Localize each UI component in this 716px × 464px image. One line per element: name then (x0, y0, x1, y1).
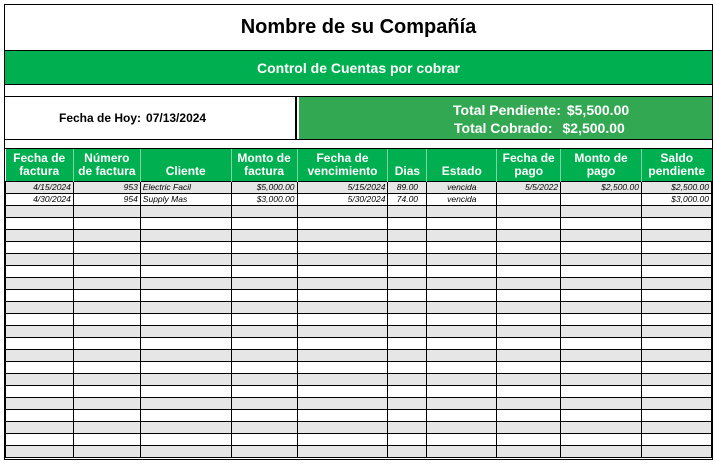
empty-cell[interactable] (497, 410, 561, 422)
cell-client[interactable]: Electric Facil (140, 182, 231, 194)
cell-payment-amount[interactable]: $2,500.00 (561, 182, 642, 194)
table-row (6, 266, 712, 278)
empty-cell[interactable] (561, 314, 642, 326)
table-row (6, 194, 712, 206)
empty-cell[interactable] (641, 398, 711, 410)
empty-cell[interactable] (641, 362, 711, 374)
empty-cell[interactable] (140, 326, 231, 338)
empty-cell[interactable] (6, 338, 74, 350)
empty-cell[interactable] (641, 386, 711, 398)
cell-payment-date[interactable]: 5/5/2022 (497, 182, 561, 194)
empty-cell[interactable] (388, 338, 427, 350)
empty-cell[interactable] (140, 362, 231, 374)
empty-cell[interactable] (231, 446, 297, 458)
empty-cell[interactable] (427, 206, 497, 218)
empty-cell[interactable] (231, 302, 297, 314)
empty-cell[interactable] (561, 386, 642, 398)
table-row (6, 242, 712, 254)
empty-cell[interactable] (561, 398, 642, 410)
empty-cell[interactable] (6, 422, 74, 434)
today-date-value[interactable]: 07/13/2024 (146, 111, 207, 125)
col-header-status[interactable]: Estado (427, 149, 497, 182)
empty-cell[interactable] (140, 290, 231, 302)
empty-cell[interactable] (231, 422, 297, 434)
empty-cell[interactable] (641, 278, 711, 290)
empty-cell[interactable] (561, 290, 642, 302)
empty-cell[interactable] (297, 422, 388, 434)
empty-cell[interactable] (231, 242, 297, 254)
empty-cell[interactable] (297, 338, 388, 350)
empty-cell[interactable] (497, 350, 561, 362)
col-header-payment-amount[interactable]: Monto de pago (561, 149, 642, 182)
separator-row (5, 139, 712, 149)
empty-cell[interactable] (561, 374, 642, 386)
empty-cell[interactable] (388, 266, 427, 278)
empty-cell[interactable] (231, 326, 297, 338)
empty-cell[interactable] (231, 278, 297, 290)
col-header-invoice-number[interactable]: Número de factura (73, 149, 140, 182)
empty-cell[interactable] (497, 302, 561, 314)
cell-invoice-date[interactable]: 4/30/2024 (6, 194, 74, 206)
empty-cell[interactable] (641, 242, 711, 254)
spacer-row (5, 85, 712, 97)
empty-cell[interactable] (73, 410, 140, 422)
empty-cell[interactable] (73, 326, 140, 338)
col-header-client[interactable]: Cliente (140, 149, 231, 182)
empty-cell[interactable] (140, 314, 231, 326)
empty-cell[interactable] (73, 434, 140, 446)
empty-cell[interactable] (6, 206, 74, 218)
empty-cell[interactable] (561, 326, 642, 338)
cell-balance[interactable]: $3,000.00 (641, 194, 711, 206)
cell-invoice-number[interactable]: 953 (73, 182, 140, 194)
empty-cell[interactable] (497, 386, 561, 398)
empty-cell[interactable] (641, 218, 711, 230)
empty-cell[interactable] (641, 338, 711, 350)
empty-cell[interactable] (388, 386, 427, 398)
empty-cell[interactable] (231, 434, 297, 446)
empty-cell[interactable] (6, 218, 74, 230)
total-pending-row (453, 102, 629, 118)
empty-cell[interactable] (6, 362, 74, 374)
empty-cell[interactable] (497, 422, 561, 434)
empty-cell[interactable] (73, 290, 140, 302)
table-row (6, 290, 712, 302)
cell-payment-amount[interactable] (561, 194, 642, 206)
empty-cell[interactable] (561, 434, 642, 446)
empty-cell[interactable] (231, 374, 297, 386)
empty-cell[interactable] (561, 230, 642, 242)
empty-cell[interactable] (561, 206, 642, 218)
empty-cell[interactable] (561, 446, 642, 458)
empty-cell[interactable] (497, 278, 561, 290)
total-collected-row (454, 120, 625, 136)
empty-cell[interactable] (497, 362, 561, 374)
empty-cell[interactable] (427, 398, 497, 410)
empty-cell[interactable] (73, 266, 140, 278)
empty-cell[interactable] (297, 290, 388, 302)
empty-cell[interactable] (297, 314, 388, 326)
cell-due-date[interactable]: 5/30/2024 (297, 194, 388, 206)
empty-cell[interactable] (140, 386, 231, 398)
empty-cell[interactable] (388, 422, 427, 434)
table-row (6, 254, 712, 266)
empty-cell[interactable] (140, 278, 231, 290)
empty-cell[interactable] (140, 446, 231, 458)
empty-cell[interactable] (140, 398, 231, 410)
empty-cell[interactable] (388, 230, 427, 242)
empty-cell[interactable] (561, 218, 642, 230)
cell-due-date[interactable]: 5/15/2024 (297, 182, 388, 194)
empty-cell[interactable] (497, 326, 561, 338)
table-row (6, 230, 712, 242)
empty-cell[interactable] (641, 266, 711, 278)
empty-cell[interactable] (497, 218, 561, 230)
table-row (6, 374, 712, 386)
empty-cell[interactable] (641, 410, 711, 422)
empty-cell[interactable] (6, 254, 74, 266)
empty-cell[interactable] (427, 422, 497, 434)
table-row (6, 278, 712, 290)
empty-cell[interactable] (297, 302, 388, 314)
empty-cell[interactable] (561, 422, 642, 434)
empty-cell[interactable] (231, 362, 297, 374)
empty-cell[interactable] (73, 446, 140, 458)
empty-cell[interactable] (561, 338, 642, 350)
empty-cell[interactable] (497, 434, 561, 446)
empty-cell[interactable] (73, 398, 140, 410)
empty-cell[interactable] (641, 254, 711, 266)
table-row (6, 446, 712, 458)
empty-cell[interactable] (6, 410, 74, 422)
empty-cell[interactable] (497, 242, 561, 254)
empty-cell[interactable] (388, 326, 427, 338)
empty-cell[interactable] (231, 290, 297, 302)
empty-cell[interactable] (427, 434, 497, 446)
table-row (6, 410, 712, 422)
empty-cell[interactable] (427, 446, 497, 458)
empty-cell[interactable] (497, 206, 561, 218)
empty-cell[interactable] (140, 374, 231, 386)
table-row (6, 386, 712, 398)
empty-cell[interactable] (231, 218, 297, 230)
empty-cell[interactable] (6, 266, 74, 278)
table-row (6, 302, 712, 314)
receivables-table (5, 149, 712, 458)
empty-cell[interactable] (6, 434, 74, 446)
empty-cell[interactable] (231, 266, 297, 278)
empty-cell[interactable] (497, 398, 561, 410)
empty-cell[interactable] (427, 338, 497, 350)
table-row (6, 434, 712, 446)
empty-cell[interactable] (427, 278, 497, 290)
empty-cell[interactable] (641, 314, 711, 326)
empty-cell[interactable] (388, 446, 427, 458)
empty-cell[interactable] (6, 374, 74, 386)
empty-cell[interactable] (561, 278, 642, 290)
empty-cell[interactable] (388, 278, 427, 290)
empty-cell[interactable] (641, 422, 711, 434)
empty-cell[interactable] (641, 206, 711, 218)
empty-cell[interactable] (297, 266, 388, 278)
empty-cell[interactable] (427, 326, 497, 338)
empty-cell[interactable] (388, 410, 427, 422)
empty-cell[interactable] (427, 266, 497, 278)
empty-cell[interactable] (388, 206, 427, 218)
cell-days[interactable]: 89.00 (388, 182, 427, 194)
empty-cell[interactable] (641, 446, 711, 458)
empty-cell[interactable] (497, 230, 561, 242)
empty-cell[interactable] (297, 446, 388, 458)
empty-cell[interactable] (388, 290, 427, 302)
empty-cell[interactable] (140, 206, 231, 218)
empty-cell[interactable] (297, 254, 388, 266)
empty-cell[interactable] (561, 242, 642, 254)
cell-invoice-amount[interactable]: $5,000.00 (231, 182, 297, 194)
empty-cell[interactable] (497, 314, 561, 326)
empty-cell[interactable] (297, 206, 388, 218)
col-header-payment-date[interactable]: Fecha de pago (497, 149, 561, 182)
total-pending-value: $5,500.00 (566, 102, 630, 118)
empty-cell[interactable] (561, 362, 642, 374)
empty-cell[interactable] (73, 218, 140, 230)
empty-cell[interactable] (641, 434, 711, 446)
empty-cell[interactable] (140, 410, 231, 422)
empty-cell[interactable] (427, 302, 497, 314)
empty-cell[interactable] (73, 338, 140, 350)
empty-cell[interactable] (561, 350, 642, 362)
empty-cell[interactable] (497, 254, 561, 266)
spreadsheet (4, 4, 713, 460)
empty-cell[interactable] (297, 326, 388, 338)
empty-cell[interactable] (73, 302, 140, 314)
empty-cell[interactable] (140, 230, 231, 242)
cell-status[interactable]: vencida (427, 194, 497, 206)
empty-cell[interactable] (388, 350, 427, 362)
empty-cell[interactable] (641, 326, 711, 338)
empty-cell[interactable] (427, 290, 497, 302)
cell-payment-date[interactable] (497, 194, 561, 206)
cell-status[interactable]: vencida (427, 182, 497, 194)
empty-cell[interactable] (73, 254, 140, 266)
empty-cell[interactable] (641, 302, 711, 314)
empty-cell[interactable] (73, 374, 140, 386)
table-row (6, 350, 712, 362)
total-pending-label: Total Pendiente: (453, 102, 561, 118)
cell-days[interactable]: 74.00 (388, 194, 427, 206)
empty-cell[interactable] (231, 206, 297, 218)
empty-cell[interactable] (6, 290, 74, 302)
today-date-label: Fecha de Hoy: (59, 111, 142, 125)
empty-cell[interactable] (497, 338, 561, 350)
empty-cell[interactable] (6, 314, 74, 326)
empty-cell[interactable] (231, 386, 297, 398)
table-row (6, 314, 712, 326)
total-collected-label: Total Cobrado: (454, 120, 553, 136)
empty-cell[interactable] (297, 374, 388, 386)
empty-cell[interactable] (6, 398, 74, 410)
empty-cell[interactable] (388, 218, 427, 230)
empty-cell[interactable] (73, 230, 140, 242)
empty-cell[interactable] (140, 242, 231, 254)
empty-cell[interactable] (6, 326, 74, 338)
table-row (6, 398, 712, 410)
empty-cell[interactable] (427, 314, 497, 326)
empty-cell[interactable] (231, 254, 297, 266)
table-row (6, 326, 712, 338)
table-row (6, 338, 712, 350)
empty-cell[interactable] (6, 302, 74, 314)
empty-cell[interactable] (388, 314, 427, 326)
empty-cell[interactable] (388, 302, 427, 314)
empty-cell[interactable] (73, 206, 140, 218)
col-header-invoice-date[interactable]: Fecha de factura (6, 149, 74, 182)
empty-cell[interactable] (427, 362, 497, 374)
table-header-row (6, 149, 712, 182)
empty-cell[interactable] (6, 242, 74, 254)
empty-cell[interactable] (297, 386, 388, 398)
cell-balance[interactable]: $2,500.00 (641, 182, 711, 194)
empty-cell[interactable] (561, 302, 642, 314)
table-row (6, 362, 712, 374)
table-row (6, 206, 712, 218)
empty-cell[interactable] (140, 218, 231, 230)
empty-cell[interactable] (297, 242, 388, 254)
empty-cell[interactable] (231, 314, 297, 326)
empty-cell[interactable] (140, 266, 231, 278)
table-row (6, 182, 712, 194)
empty-cell[interactable] (388, 362, 427, 374)
empty-cell[interactable] (140, 338, 231, 350)
col-header-due-date[interactable]: Fecha de vencimiento (297, 149, 388, 182)
table-row (6, 218, 712, 230)
empty-cell[interactable] (561, 254, 642, 266)
empty-cell[interactable] (297, 398, 388, 410)
empty-cell[interactable] (641, 350, 711, 362)
empty-cell[interactable] (561, 266, 642, 278)
col-header-balance[interactable]: Saldo pendiente (641, 149, 711, 182)
empty-cell[interactable] (427, 410, 497, 422)
empty-cell[interactable] (231, 398, 297, 410)
empty-cell[interactable] (73, 242, 140, 254)
empty-cell[interactable] (388, 434, 427, 446)
empty-cell[interactable] (6, 278, 74, 290)
empty-cell[interactable] (427, 374, 497, 386)
empty-cell[interactable] (388, 242, 427, 254)
cell-invoice-amount[interactable]: $3,000.00 (231, 194, 297, 206)
col-header-invoice-amount[interactable]: Monto de factura (231, 149, 297, 182)
empty-cell[interactable] (497, 446, 561, 458)
empty-cell[interactable] (388, 254, 427, 266)
empty-cell[interactable] (497, 290, 561, 302)
empty-cell[interactable] (427, 386, 497, 398)
empty-cell[interactable] (641, 374, 711, 386)
empty-cell[interactable] (427, 350, 497, 362)
empty-cell[interactable] (297, 278, 388, 290)
company-title: Nombre de su Compañía (5, 5, 712, 51)
empty-cell[interactable] (297, 218, 388, 230)
empty-cell[interactable] (427, 242, 497, 254)
empty-cell[interactable] (6, 230, 74, 242)
empty-cell[interactable] (73, 350, 140, 362)
empty-cell[interactable] (231, 350, 297, 362)
empty-cell[interactable] (140, 434, 231, 446)
empty-cell[interactable] (427, 230, 497, 242)
empty-cell[interactable] (6, 446, 74, 458)
cell-invoice-date[interactable]: 4/15/2024 (6, 182, 74, 194)
empty-cell[interactable] (140, 302, 231, 314)
empty-cell[interactable] (497, 266, 561, 278)
col-header-days[interactable]: Dias (388, 149, 427, 182)
today-date-box (5, 97, 297, 139)
empty-cell[interactable] (6, 350, 74, 362)
empty-cell[interactable] (641, 230, 711, 242)
empty-cell[interactable] (388, 398, 427, 410)
empty-cell[interactable] (231, 338, 297, 350)
empty-cell[interactable] (231, 410, 297, 422)
cell-invoice-number[interactable]: 954 (73, 194, 140, 206)
empty-cell[interactable] (561, 410, 642, 422)
empty-cell[interactable] (497, 374, 561, 386)
empty-cell[interactable] (297, 230, 388, 242)
empty-cell[interactable] (231, 230, 297, 242)
empty-cell[interactable] (73, 362, 140, 374)
sheet-subtitle: Control de Cuentas por cobrar (5, 51, 712, 85)
empty-cell[interactable] (297, 410, 388, 422)
empty-cell[interactable] (297, 362, 388, 374)
empty-cell[interactable] (388, 374, 427, 386)
empty-cell[interactable] (427, 218, 497, 230)
empty-cell[interactable] (73, 278, 140, 290)
empty-cell[interactable] (427, 254, 497, 266)
empty-cell[interactable] (297, 350, 388, 362)
empty-cell[interactable] (73, 314, 140, 326)
totals-box (299, 97, 712, 139)
table-body (6, 182, 712, 458)
empty-cell[interactable] (6, 386, 74, 398)
empty-cell[interactable] (140, 422, 231, 434)
empty-cell[interactable] (140, 350, 231, 362)
empty-cell[interactable] (73, 422, 140, 434)
empty-cell[interactable] (297, 434, 388, 446)
cell-client[interactable]: Supply Mas (140, 194, 231, 206)
empty-cell[interactable] (140, 254, 231, 266)
total-collected-value: $2,500.00 (562, 120, 625, 136)
empty-cell[interactable] (641, 290, 711, 302)
table-row (6, 422, 712, 434)
empty-cell[interactable] (73, 386, 140, 398)
